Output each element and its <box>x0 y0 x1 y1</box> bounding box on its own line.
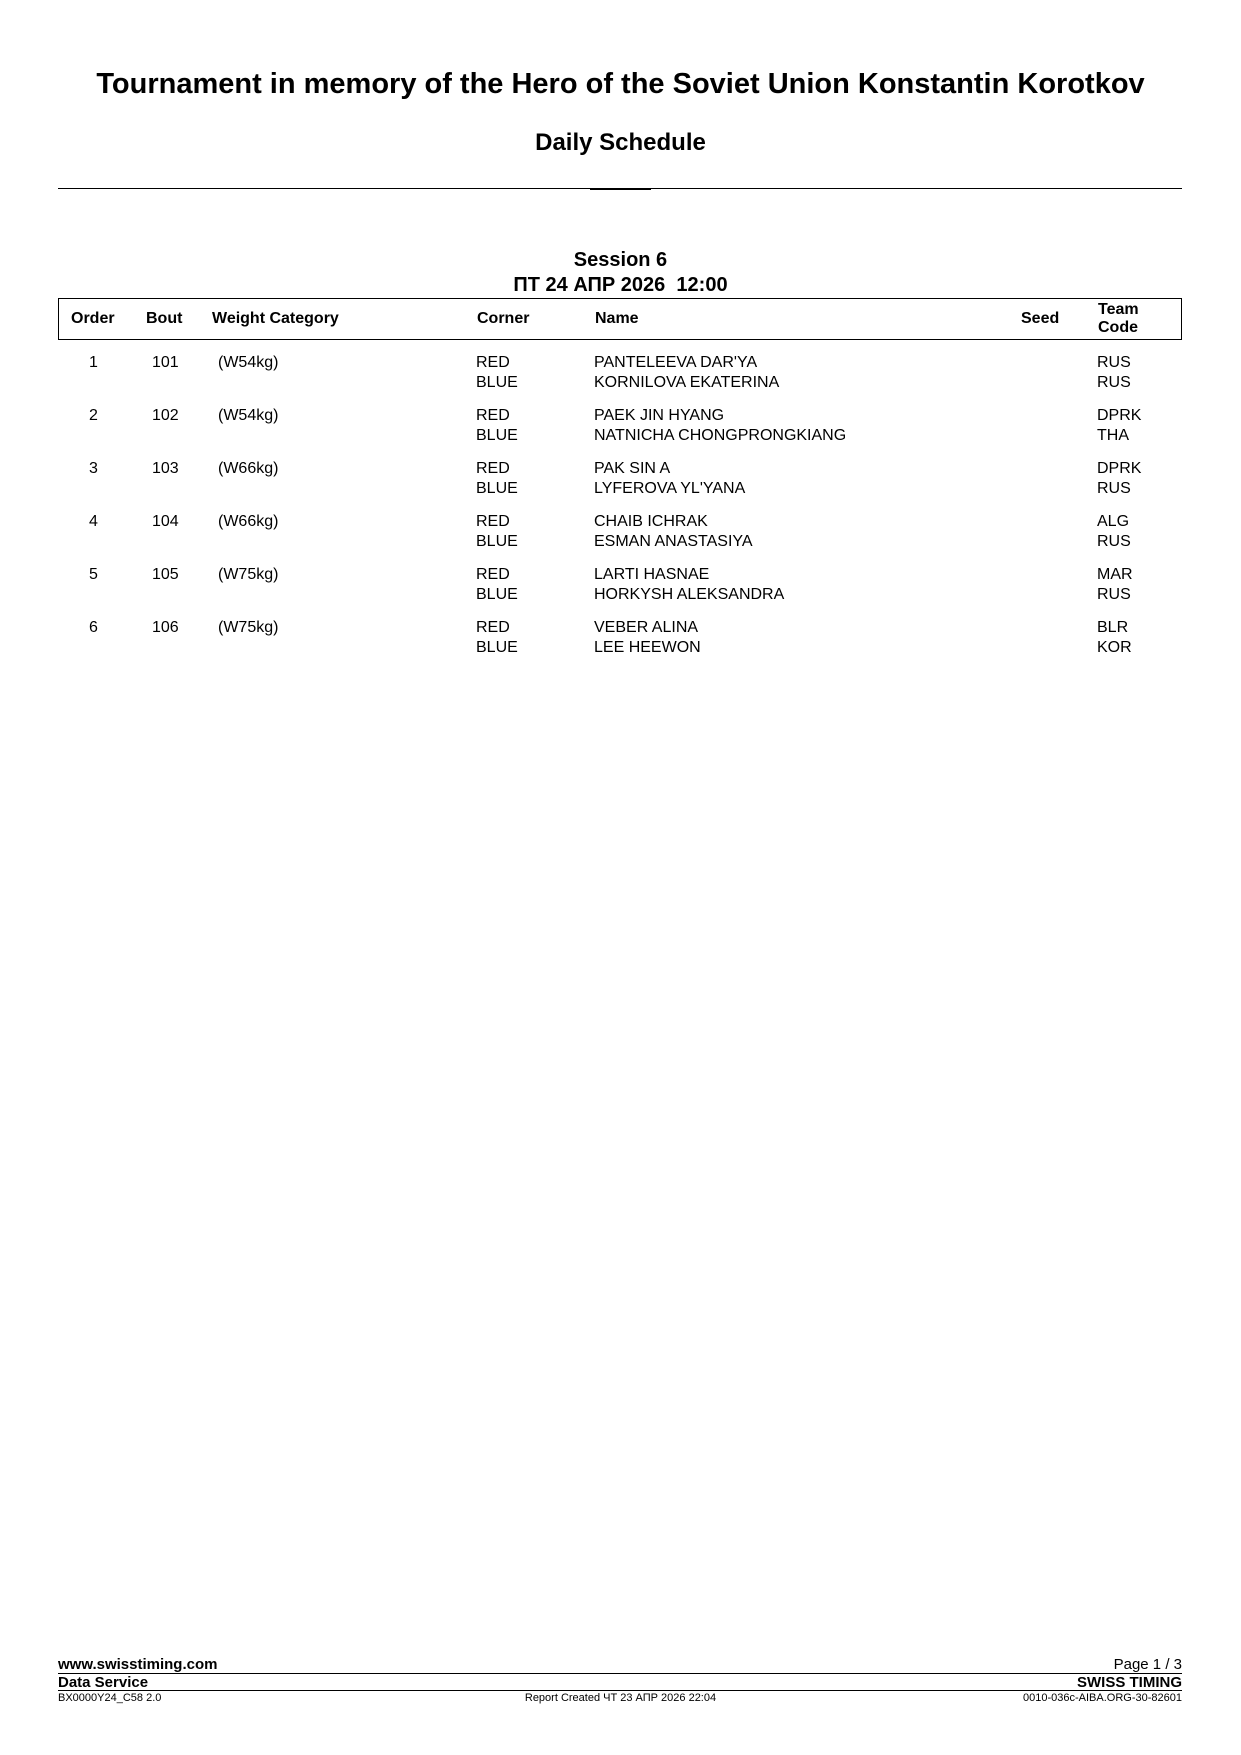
row-order: 5 <box>89 566 98 583</box>
row-name-blue: LEE HEEWON <box>594 639 701 656</box>
footer-page-number: Page 1 / 3 <box>1113 1656 1182 1673</box>
row-corner-red: RED <box>476 619 510 636</box>
row-corner-red: RED <box>476 566 510 583</box>
column-team-code-line2: Code <box>1098 319 1138 336</box>
header-divider-accent <box>590 188 651 190</box>
row-name-red: LARTI HASNAE <box>594 566 710 583</box>
row-team-red: RUS <box>1097 354 1131 371</box>
row-name-blue: KORNILOVA EKATERINA <box>594 374 780 391</box>
footer-divider-bottom <box>58 1690 1182 1691</box>
row-team-blue: RUS <box>1097 533 1131 550</box>
column-seed: Seed <box>1021 310 1060 327</box>
footer-report-created: Report Created ЧТ 23 АПР 2026 22:04 <box>524 1692 717 1704</box>
column-order: Order <box>71 310 115 327</box>
footer-reference-code: 0010-036c-AIBA.ORG-30-82601 <box>1023 1692 1182 1704</box>
footer-service-label: Data Service <box>58 1674 149 1691</box>
row-name-blue: LYFEROVA YL'YANA <box>594 480 746 497</box>
row-bout: 104 <box>152 513 179 530</box>
row-name-blue: HORKYSH ALEKSANDRA <box>594 586 785 603</box>
row-team-red: DPRK <box>1097 460 1142 477</box>
row-team-blue: THA <box>1097 427 1129 444</box>
table-row <box>0 619 1241 661</box>
row-name-blue: NATNICHA CHONGPRONGKIANG <box>594 427 847 444</box>
column-name: Name <box>595 310 639 327</box>
row-corner-blue: BLUE <box>476 639 518 656</box>
row-bout: 105 <box>152 566 179 583</box>
document-subtitle: Daily Schedule <box>535 129 706 156</box>
session-date: ПТ 24 АПР 2026 12:00 <box>513 274 728 296</box>
row-corner-blue: BLUE <box>476 533 518 550</box>
row-corner-red: RED <box>476 460 510 477</box>
row-team-blue: KOR <box>1097 639 1132 656</box>
column-team-code-line1: Team <box>1098 301 1139 318</box>
column-bout: Bout <box>146 310 183 327</box>
row-order: 2 <box>89 407 98 424</box>
row-bout: 101 <box>152 354 179 371</box>
row-weight: (W54kg) <box>218 354 279 371</box>
row-bout: 106 <box>152 619 179 636</box>
row-weight: (W54kg) <box>218 407 279 424</box>
row-corner-blue: BLUE <box>476 586 518 603</box>
row-team-blue: RUS <box>1097 374 1131 391</box>
row-weight: (W66kg) <box>218 513 279 530</box>
document-title: Tournament in memory of the Hero of the Soviet Union Konstantin Korotkov <box>96 68 1145 100</box>
footer-divider <box>58 1673 1182 1674</box>
column-corner: Corner <box>477 310 530 327</box>
row-corner-red: RED <box>476 354 510 371</box>
row-weight: (W66kg) <box>218 460 279 477</box>
footer-report-code: BX0000Y24_C58 2.0 <box>58 1692 162 1704</box>
row-team-blue: RUS <box>1097 480 1131 497</box>
table-header <box>58 298 1182 340</box>
row-weight: (W75kg) <box>218 566 279 583</box>
table-row <box>0 407 1241 449</box>
table-row <box>0 354 1241 396</box>
row-team-red: ALG <box>1097 513 1130 530</box>
row-order: 6 <box>89 619 98 636</box>
row-corner-blue: BLUE <box>476 480 518 497</box>
row-weight: (W75kg) <box>218 619 279 636</box>
footer-brand-label: SWISS TIMING <box>1077 1674 1182 1691</box>
row-order: 1 <box>89 354 98 371</box>
row-team-red: BLR <box>1097 619 1129 636</box>
column-team-code <box>1098 301 1139 337</box>
row-name-red: PANTELEEVA DAR'YA <box>594 354 758 371</box>
column-weight-category: Weight Category <box>212 310 339 327</box>
table-row <box>0 513 1241 555</box>
row-name-red: VEBER ALINA <box>594 619 699 636</box>
row-bout: 102 <box>152 407 179 424</box>
row-team-red: DPRK <box>1097 407 1142 424</box>
session-title: Session 6 <box>573 249 668 271</box>
row-order: 4 <box>89 513 98 530</box>
table-row <box>0 566 1241 608</box>
row-name-blue: ESMAN ANASTASIYA <box>594 533 753 550</box>
table-row <box>0 460 1241 502</box>
row-name-red: PAEK JIN HYANG <box>594 407 725 424</box>
row-team-blue: RUS <box>1097 586 1131 603</box>
row-corner-red: RED <box>476 407 510 424</box>
row-name-red: CHAIB ICHRAK <box>594 513 708 530</box>
row-corner-blue: BLUE <box>476 374 518 391</box>
row-name-red: PAK SIN A <box>594 460 671 477</box>
footer-website-link[interactable]: www.swisstiming.com <box>58 1656 218 1673</box>
row-order: 3 <box>89 460 98 477</box>
row-team-red: MAR <box>1097 566 1133 583</box>
row-corner-blue: BLUE <box>476 427 518 444</box>
row-corner-red: RED <box>476 513 510 530</box>
row-bout: 103 <box>152 460 179 477</box>
